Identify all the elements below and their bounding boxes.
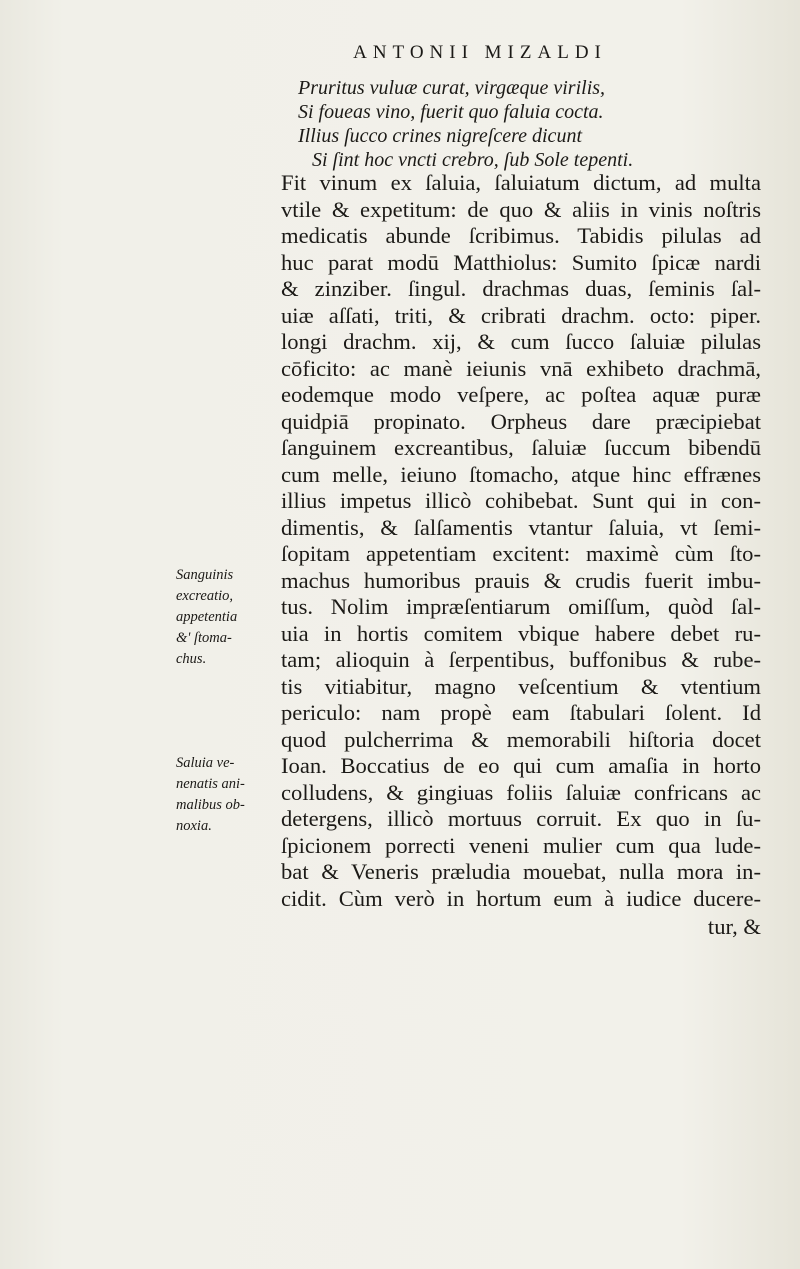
body-line: detergens, illicò mortuus corruit. Ex quo in ſu- bbox=[281, 806, 761, 831]
margin-note-sanguinis bbox=[176, 565, 276, 670]
body-line: quidpiā propinato. Orpheus dare præcipiebat bbox=[281, 408, 761, 434]
margin-note-line: malibus ob- bbox=[176, 797, 245, 813]
catchword: tur, & bbox=[707, 914, 761, 939]
body-line: tam; alioquin à ſerpentibus, buffonibus & rube- bbox=[281, 647, 761, 672]
body-line: eodemque modo veſpere, ac poſtea aquæ puræ bbox=[281, 382, 761, 407]
margin-note-line: appetentia bbox=[176, 609, 238, 625]
body-line: ſpicionem porrecti veneni mulier cum qua lude- bbox=[281, 832, 761, 858]
body-line: medicatis abunde ſcribimus. Tabidis pilulas ad bbox=[281, 223, 761, 248]
body-line: colludens, & gingiuas foliis ſaluiæ confricans ac bbox=[281, 779, 761, 805]
body-line: longi drachm. xij, & cum ſucco ſaluiæ pilulas bbox=[281, 329, 761, 354]
body-line: cum melle, ieiuno ſtomacho, atque hinc effrænes bbox=[281, 461, 761, 487]
margin-note-line: excreatio, bbox=[176, 588, 234, 604]
margin-note-line: &' ſtoma- bbox=[176, 630, 232, 646]
body-line: cidit. Cùm verò in hortum eum à iudice ducere- bbox=[281, 885, 761, 911]
margin-note-line: chus. bbox=[176, 651, 207, 667]
verse-line: Si foueas vino, fuerit quo faluia cocta. bbox=[298, 101, 604, 123]
body-line: illius impetus illicò cohibebat. Sunt qui in con- bbox=[281, 488, 761, 513]
body-line: uiæ aſſati, triti, & cribrati drachm. octo: piper. bbox=[281, 302, 761, 328]
body-text bbox=[281, 170, 761, 941]
margin-note-line: Saluia ve- bbox=[176, 755, 235, 771]
verse-line: Si ſint hoc vncti crebro, ſub Sole tepenti. bbox=[312, 149, 634, 171]
body-line: & zinziber. ſingul. drachmas duas, ſeminis ſal- bbox=[281, 276, 761, 301]
body-line: machus humoribus prauis & crudis fuerit imbu- bbox=[281, 567, 761, 593]
body-line: dimentis, & ſalſamentis vtantur ſaluia, vt ſemi- bbox=[281, 514, 761, 540]
body-line: tis vitiabitur, magno veſcentium & vtentium bbox=[281, 673, 761, 699]
body-line: Ioan. Boccatius de eo qui cum amaſia in horto bbox=[281, 753, 761, 778]
body-line: periculo: nam propè eam ſtabulari ſolent. Id bbox=[281, 700, 761, 725]
verse-line: Illius ſucco crines nigreſcere dicunt bbox=[298, 125, 582, 147]
margin-note-line: Sanguinis bbox=[176, 567, 234, 583]
body-line: quod pulcherrima & memorabili hiſtoria docet bbox=[281, 726, 761, 752]
margin-note-line: noxia. bbox=[176, 818, 212, 834]
body-line: Fit vinum ex ſaluia, ſaluiatum dictum, ad multa bbox=[281, 170, 761, 195]
margin-note-line: nenatis ani- bbox=[176, 776, 245, 792]
body-line: ſanguinem excreantibus, ſaluiæ ſuccum bibendū bbox=[281, 435, 761, 460]
verse-block bbox=[298, 76, 718, 172]
body-line: vtile & expetitum: de quo & aliis in vinis noſtris bbox=[281, 196, 761, 222]
verse-line: Pruritus vuluæ curat, virgæque virilis, bbox=[298, 77, 606, 99]
body-line: cōficito: ac manè ieiunis vnā exhibeto drachmā, bbox=[281, 355, 761, 381]
body-line: ſopitam appetentiam excitent: maximè cùm ſto- bbox=[281, 541, 761, 566]
body-line: tus. Nolim impræſentiarum omiſſum, quòd ſal- bbox=[281, 594, 761, 619]
running-header: ANTONII MIZALDI bbox=[353, 42, 607, 63]
margin-note-saluia bbox=[176, 753, 276, 837]
body-line: bat & Veneris præludia mouebat, nulla mora in- bbox=[281, 859, 761, 884]
body-line: uia in hortis comitem vbique habere debet ru- bbox=[281, 620, 761, 646]
body-line: huc parat modū Matthiolus: Sumito ſpicæ nardi bbox=[281, 249, 761, 275]
